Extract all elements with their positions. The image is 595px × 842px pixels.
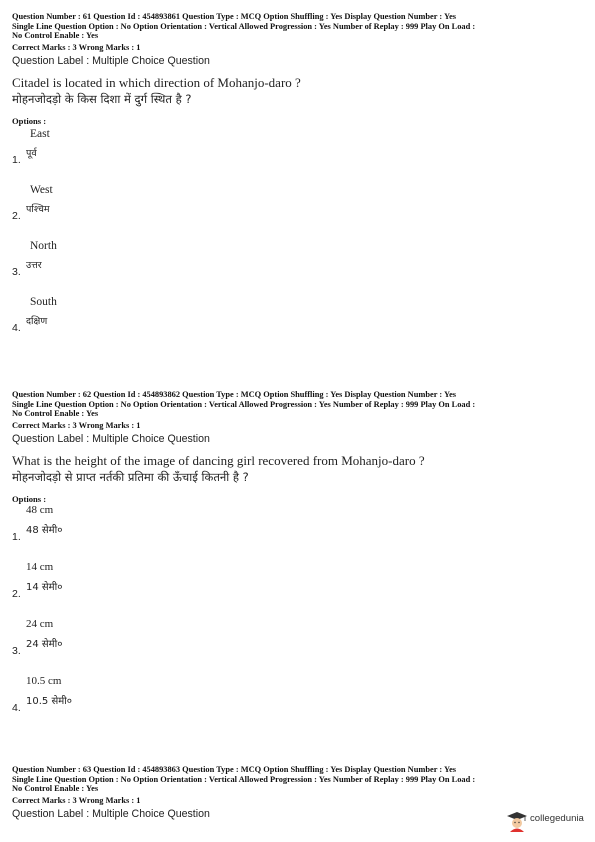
options-list [12, 126, 588, 348]
options-list [12, 504, 588, 734]
meta-line: Single Line Question Option : No Option Orientation : Vertical Allowed Progression : Yes Number of Replay : 999 Play On Load : [12, 21, 476, 31]
option-number: 3. [12, 644, 21, 657]
option-1[interactable] [12, 504, 588, 561]
question-text-english: What is the height of the image of dancing girl recovered from Mohanjo-daro ? [12, 452, 425, 468]
question-meta [12, 765, 588, 794]
option-2[interactable] [12, 182, 588, 238]
question-meta [12, 390, 588, 419]
meta-line: Question Number : 63 Question Id : 454893863 Question Type : MCQ Option Shuffling : Yes Display Question Number : Yes [12, 765, 457, 774]
option-number: 2. [12, 587, 21, 600]
option-number: 1. [12, 530, 21, 543]
option-2[interactable] [12, 561, 588, 618]
option-number: 3. [12, 265, 21, 278]
option-number: 1. [12, 153, 21, 166]
option-text-hindi: उत्तर [26, 259, 42, 271]
option-4[interactable] [12, 675, 588, 732]
question-block-62 [12, 390, 588, 734]
option-text-english: West [30, 183, 53, 196]
question-label: Question Label : Multiple Choice Question [12, 807, 210, 820]
option-text-hindi: 48 सेमी० [26, 524, 63, 536]
option-text-hindi: दक्षिण [26, 315, 48, 327]
question-block-63 [12, 765, 588, 821]
question-meta [12, 12, 588, 41]
option-text-english: 10.5 cm [26, 674, 62, 687]
collegedunia-logo [506, 806, 591, 836]
meta-line: Question Number : 62 Question Id : 454893862 Question Type : MCQ Option Shuffling : Yes Display Question Number : Yes [12, 390, 457, 399]
option-4[interactable] [12, 294, 588, 350]
meta-line: No Control Enable : Yes [12, 784, 99, 794]
option-text-hindi: 24 सेमी० [26, 638, 63, 650]
question-label: Question Label : Multiple Choice Question [12, 54, 210, 67]
meta-line: No Control Enable : Yes [12, 409, 99, 419]
option-text-english: 14 cm [26, 560, 54, 573]
meta-line: No Control Enable : Yes [12, 31, 99, 41]
question-text-hindi: मोहनजोदड़ो से प्राप्त नर्तकी प्रतिमा की ऊँचाई कितनी है ? [12, 469, 249, 484]
option-text-hindi: पश्चिम [26, 203, 50, 215]
option-text-hindi: 14 सेमी० [26, 581, 63, 593]
options-heading: Options : [12, 115, 47, 126]
option-text-english: 48 cm [26, 503, 54, 516]
option-number: 2. [12, 209, 21, 222]
marks-info: Correct Marks : 3 Wrong Marks : 1 [12, 795, 141, 805]
option-number: 4. [12, 321, 21, 334]
option-number: 4. [12, 701, 21, 714]
question-block-61 [12, 12, 588, 348]
question-label: Question Label : Multiple Choice Question [12, 432, 210, 445]
option-text-hindi: पूर्व [26, 147, 37, 159]
option-text-english: East [30, 127, 50, 140]
marks-info: Correct Marks : 3 Wrong Marks : 1 [12, 420, 141, 430]
option-3[interactable] [12, 238, 588, 294]
graduate-mascot-icon [506, 810, 528, 832]
option-1[interactable] [12, 126, 588, 182]
option-text-english: 24 cm [26, 617, 54, 630]
meta-line: Single Line Question Option : No Option Orientation : Vertical Allowed Progression : Yes Number of Replay : 999 Play On Load : [12, 774, 476, 784]
option-text-hindi: 10.5 सेमी० [26, 695, 72, 707]
option-text-english: South [30, 295, 57, 308]
logo-wordmark: collegedunia [530, 813, 584, 824]
marks-info: Correct Marks : 3 Wrong Marks : 1 [12, 42, 141, 52]
options-heading: Options : [12, 493, 47, 504]
meta-line: Question Number : 61 Question Id : 454893861 Question Type : MCQ Option Shuffling : Yes Display Question Number : Yes [12, 12, 457, 21]
option-3[interactable] [12, 618, 588, 675]
question-text-hindi: मोहनजोदड़ो के किस दिशा में दुर्ग स्थित है ? [12, 91, 192, 106]
option-text-english: North [30, 239, 57, 252]
question-text-english: Citadel is located in which direction of Mohanjo-daro ? [12, 74, 301, 90]
meta-line: Single Line Question Option : No Option Orientation : Vertical Allowed Progression : Yes Number of Replay : 999 Play On Load : [12, 399, 476, 409]
